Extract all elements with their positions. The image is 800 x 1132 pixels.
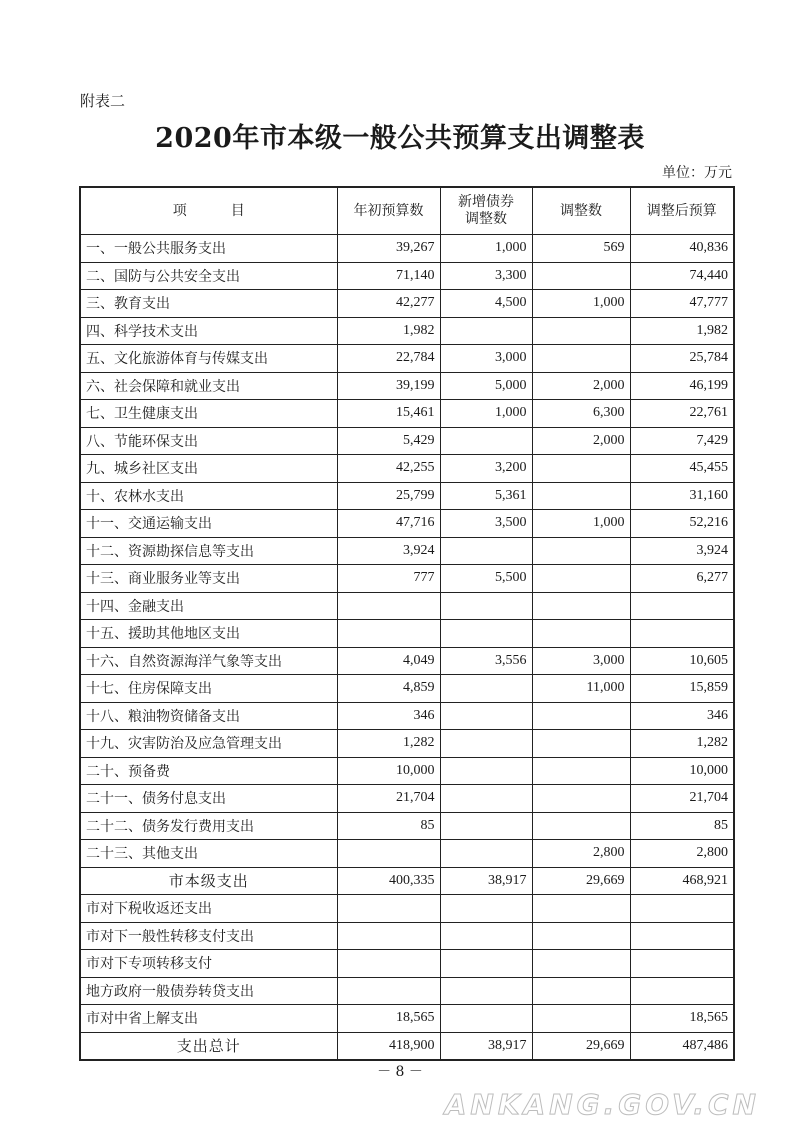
bond-adjustment-cell (440, 702, 532, 730)
row-name-cell: 九、城乡社区支出 (80, 455, 337, 483)
bond-adjustment-cell: 38,917 (440, 867, 532, 895)
adjustment-cell: 1,000 (532, 510, 630, 538)
initial-budget-cell: 777 (337, 565, 440, 593)
row-name-cell: 十五、援助其他地区支出 (80, 620, 337, 648)
initial-budget-cell: 42,277 (337, 290, 440, 318)
table-row (80, 345, 734, 373)
bond-adjustment-cell (440, 977, 532, 1005)
row-name-cell: 十、农林水支出 (80, 482, 337, 510)
table-row (80, 565, 734, 593)
bond-adjustment-cell (440, 840, 532, 868)
initial-budget-cell: 25,799 (337, 482, 440, 510)
initial-budget-cell (337, 950, 440, 978)
initial-budget-cell (337, 840, 440, 868)
initial-budget-cell: 10,000 (337, 757, 440, 785)
column-header-initial: 年初预算数 (337, 187, 440, 235)
adjustment-cell (532, 1005, 630, 1033)
table-total-row (80, 867, 734, 895)
adjustment-cell (532, 317, 630, 345)
adjustment-cell: 1,000 (532, 290, 630, 318)
bond-adjustment-cell (440, 620, 532, 648)
initial-budget-cell (337, 895, 440, 923)
column-header-item-b: 目 (230, 202, 245, 219)
adjustment-cell (532, 812, 630, 840)
adjusted-budget-cell: 3,924 (630, 537, 734, 565)
table-row (80, 290, 734, 318)
table-row (80, 895, 734, 923)
row-name-cell: 二十二、债务发行费用支出 (80, 812, 337, 840)
row-name-cell: 二十一、债务付息支出 (80, 785, 337, 813)
row-name-cell: 地方政府一般债券转贷支出 (80, 977, 337, 1005)
bond-adjustment-cell (440, 950, 532, 978)
bond-adjustment-cell: 5,000 (440, 372, 532, 400)
initial-budget-cell: 1,982 (337, 317, 440, 345)
adjusted-budget-cell: 85 (630, 812, 734, 840)
bond-adjustment-cell (440, 757, 532, 785)
column-header-bond (440, 187, 532, 235)
budget-table (79, 186, 735, 1061)
adjusted-budget-cell: 1,282 (630, 730, 734, 758)
row-name-cell: 市对下专项转移支付 (80, 950, 337, 978)
table-row (80, 702, 734, 730)
table-row (80, 840, 734, 868)
table-row (80, 262, 734, 290)
bond-adjustment-cell: 4,500 (440, 290, 532, 318)
table-row (80, 482, 734, 510)
bond-adjustment-cell: 3,556 (440, 647, 532, 675)
row-name-cell: 市对中省上解支出 (80, 1005, 337, 1033)
adjusted-budget-cell (630, 922, 734, 950)
row-name-cell: 十七、住房保障支出 (80, 675, 337, 703)
adjusted-budget-cell: 47,777 (630, 290, 734, 318)
adjustment-cell: 29,669 (532, 1032, 630, 1060)
adjustment-cell (532, 977, 630, 1005)
table-row (80, 400, 734, 428)
adjusted-budget-cell: 6,277 (630, 565, 734, 593)
adjustment-cell (532, 730, 630, 758)
adjustment-cell (532, 537, 630, 565)
adjusted-budget-cell (630, 895, 734, 923)
table-row (80, 537, 734, 565)
adjusted-budget-cell: 1,982 (630, 317, 734, 345)
row-name-cell: 三、教育支出 (80, 290, 337, 318)
initial-budget-cell: 42,255 (337, 455, 440, 483)
initial-budget-cell: 21,704 (337, 785, 440, 813)
bond-adjustment-cell: 3,300 (440, 262, 532, 290)
bond-adjustment-cell (440, 1005, 532, 1033)
adjustment-cell (532, 262, 630, 290)
adjustment-cell (532, 702, 630, 730)
page-number: － 8 － (377, 1064, 423, 1080)
bond-adjustment-cell (440, 537, 532, 565)
adjusted-budget-cell: 40,836 (630, 235, 734, 263)
initial-budget-cell: 47,716 (337, 510, 440, 538)
initial-budget-cell (337, 592, 440, 620)
adjustment-cell: 11,000 (532, 675, 630, 703)
initial-budget-cell: 418,900 (337, 1032, 440, 1060)
adjustment-cell (532, 895, 630, 923)
adjustment-cell (532, 455, 630, 483)
row-name-cell: 七、卫生健康支出 (80, 400, 337, 428)
adjusted-budget-cell: 31,160 (630, 482, 734, 510)
bond-adjustment-cell (440, 317, 532, 345)
adjusted-budget-cell: 468,921 (630, 867, 734, 895)
bond-adjustment-cell (440, 427, 532, 455)
bond-adjustment-cell (440, 922, 532, 950)
initial-budget-cell: 400,335 (337, 867, 440, 895)
adjusted-budget-cell: 10,000 (630, 757, 734, 785)
adjusted-budget-cell: 21,704 (630, 785, 734, 813)
bond-adjustment-cell: 5,500 (440, 565, 532, 593)
table-row (80, 812, 734, 840)
adjustment-cell (532, 345, 630, 373)
bond-adjustment-cell: 1,000 (440, 235, 532, 263)
bond-adjustment-cell (440, 730, 532, 758)
document-title: 2020年市本级一般公共预算支出调整表 (155, 123, 645, 154)
column-header-item (80, 187, 337, 235)
table-row (80, 592, 734, 620)
adjustment-cell: 569 (532, 235, 630, 263)
bond-adjustment-cell: 1,000 (440, 400, 532, 428)
row-name-cell: 市对下税收返还支出 (80, 895, 337, 923)
adjusted-budget-cell: 22,761 (630, 400, 734, 428)
initial-budget-cell: 346 (337, 702, 440, 730)
adjustment-cell: 6,300 (532, 400, 630, 428)
bond-adjustment-cell: 3,200 (440, 455, 532, 483)
initial-budget-cell: 1,282 (337, 730, 440, 758)
table-row (80, 235, 734, 263)
row-name-cell: 一、一般公共服务支出 (80, 235, 337, 263)
row-name-cell: 支出总计 (80, 1032, 337, 1060)
adjusted-budget-cell: 18,565 (630, 1005, 734, 1033)
bond-adjustment-cell (440, 592, 532, 620)
row-name-cell: 二、国防与公共安全支出 (80, 262, 337, 290)
table-row (80, 317, 734, 345)
adjustment-cell: 2,000 (532, 372, 630, 400)
row-name-cell: 市本级支出 (80, 867, 337, 895)
bond-adjustment-cell: 3,500 (440, 510, 532, 538)
initial-budget-cell: 39,267 (337, 235, 440, 263)
attachment-label: 附表二 (80, 92, 126, 110)
adjustment-cell: 2,000 (532, 427, 630, 455)
table-row (80, 510, 734, 538)
row-name-cell: 十八、粮油物资储备支出 (80, 702, 337, 730)
row-name-cell: 十六、自然资源海洋气象等支出 (80, 647, 337, 675)
row-name-cell: 四、科学技术支出 (80, 317, 337, 345)
adjusted-budget-cell: 74,440 (630, 262, 734, 290)
row-name-cell: 二十、预备费 (80, 757, 337, 785)
table-row (80, 922, 734, 950)
adjustment-cell (532, 757, 630, 785)
adjustment-cell: 2,800 (532, 840, 630, 868)
adjustment-cell (532, 785, 630, 813)
site-watermark: ANKANG.GOV.CN (444, 1088, 760, 1121)
table-row (80, 757, 734, 785)
adjusted-budget-cell: 45,455 (630, 455, 734, 483)
row-name-cell: 十二、资源勘探信息等支出 (80, 537, 337, 565)
row-name-cell: 十四、金融支出 (80, 592, 337, 620)
table-row (80, 455, 734, 483)
column-header-after: 调整后预算 (630, 187, 734, 235)
adjusted-budget-cell (630, 592, 734, 620)
adjusted-budget-cell: 2,800 (630, 840, 734, 868)
bond-adjustment-cell (440, 812, 532, 840)
row-name-cell: 五、文化旅游体育与传媒支出 (80, 345, 337, 373)
adjusted-budget-cell: 7,429 (630, 427, 734, 455)
adjusted-budget-cell: 10,605 (630, 647, 734, 675)
table-row (80, 730, 734, 758)
row-name-cell: 十三、商业服务业等支出 (80, 565, 337, 593)
initial-budget-cell: 5,429 (337, 427, 440, 455)
adjusted-budget-cell: 487,486 (630, 1032, 734, 1060)
row-name-cell: 市对下一般性转移支付支出 (80, 922, 337, 950)
adjustment-cell (532, 620, 630, 648)
bond-adjustment-cell (440, 895, 532, 923)
initial-budget-cell: 4,049 (337, 647, 440, 675)
column-header-adjust: 调整数 (532, 187, 630, 235)
initial-budget-cell: 18,565 (337, 1005, 440, 1033)
table-row (80, 950, 734, 978)
adjustment-cell (532, 592, 630, 620)
adjusted-budget-cell (630, 620, 734, 648)
row-name-cell: 十一、交通运输支出 (80, 510, 337, 538)
bond-adjustment-cell: 3,000 (440, 345, 532, 373)
unit-label: 单位：万元 (662, 165, 732, 181)
initial-budget-cell: 39,199 (337, 372, 440, 400)
bond-adjustment-cell (440, 675, 532, 703)
initial-budget-cell: 15,461 (337, 400, 440, 428)
bond-adjustment-cell: 38,917 (440, 1032, 532, 1060)
initial-budget-cell (337, 977, 440, 1005)
column-header-bond-text: 新增债券调整数 (458, 194, 514, 227)
table-row (80, 785, 734, 813)
adjusted-budget-cell: 346 (630, 702, 734, 730)
adjusted-budget-cell (630, 950, 734, 978)
adjusted-budget-cell: 25,784 (630, 345, 734, 373)
initial-budget-cell: 85 (337, 812, 440, 840)
table-row (80, 675, 734, 703)
table-row (80, 620, 734, 648)
table-row (80, 647, 734, 675)
bond-adjustment-cell: 5,361 (440, 482, 532, 510)
table-row (80, 1005, 734, 1033)
row-name-cell: 二十三、其他支出 (80, 840, 337, 868)
table-row (80, 977, 734, 1005)
row-name-cell: 八、节能环保支出 (80, 427, 337, 455)
initial-budget-cell (337, 922, 440, 950)
initial-budget-cell: 71,140 (337, 262, 440, 290)
initial-budget-cell: 4,859 (337, 675, 440, 703)
table-header-row (80, 187, 734, 235)
adjustment-cell (532, 565, 630, 593)
adjusted-budget-cell: 52,216 (630, 510, 734, 538)
adjusted-budget-cell: 46,199 (630, 372, 734, 400)
adjustment-cell (532, 922, 630, 950)
adjustment-cell (532, 950, 630, 978)
table-row (80, 427, 734, 455)
row-name-cell: 十九、灾害防治及应急管理支出 (80, 730, 337, 758)
column-header-item-a: 项 (172, 202, 187, 219)
adjustment-cell: 3,000 (532, 647, 630, 675)
adjusted-budget-cell: 15,859 (630, 675, 734, 703)
bond-adjustment-cell (440, 785, 532, 813)
table-row (80, 372, 734, 400)
initial-budget-cell: 22,784 (337, 345, 440, 373)
row-name-cell: 六、社会保障和就业支出 (80, 372, 337, 400)
adjusted-budget-cell (630, 977, 734, 1005)
table-total-row (80, 1032, 734, 1060)
adjustment-cell: 29,669 (532, 867, 630, 895)
initial-budget-cell: 3,924 (337, 537, 440, 565)
initial-budget-cell (337, 620, 440, 648)
adjustment-cell (532, 482, 630, 510)
